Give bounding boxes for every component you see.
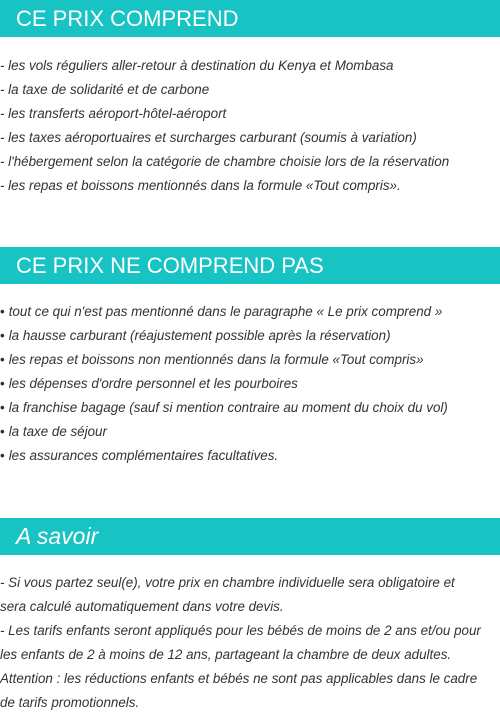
bullet-icon: • <box>0 400 5 415</box>
list-item-text: la taxe de séjour <box>8 424 107 439</box>
list-item: - les transferts aéroport-hôtel-aéroport <box>0 106 227 121</box>
list-item <box>0 300 500 324</box>
section-header-prix-ne-comprend-pas <box>0 247 500 284</box>
list-item <box>0 348 500 372</box>
included-items-list <box>0 54 500 198</box>
bullet-icon: • <box>0 424 5 439</box>
section-header-prix-comprend <box>0 0 500 37</box>
list-item <box>0 324 500 348</box>
list-item: - les vols réguliers aller-retour à destination du Kenya et Mombasa <box>0 58 394 73</box>
text-line: sera calculé automatiquement dans votre devis. <box>0 599 284 614</box>
list-item-text: les dépenses d'ordre personnel et les pourboires <box>8 376 298 391</box>
text-line: de tarifs promotionnels. <box>0 695 140 710</box>
list-item: - la taxe de solidarité et de carbone <box>0 82 210 97</box>
list-item <box>0 372 500 396</box>
section-header-a-savoir <box>0 518 500 555</box>
list-item: - les taxes aéroportuaires et surcharges carburant (soumis à variation) <box>0 130 417 145</box>
list-item <box>0 444 500 468</box>
list-item-text: les assurances complémentaires facultatives. <box>8 448 279 463</box>
list-item <box>0 420 500 444</box>
list-item-text: les repas et boissons non mentionnés dans la formule «Tout compris» <box>8 352 424 367</box>
bullet-icon: • <box>0 352 5 367</box>
text-line: les enfants de 2 à moins de 12 ans, partageant la chambre de deux adultes. <box>0 647 452 662</box>
text-line: - Les tarifs enfants seront appliqués pour les bébés de moins de 2 ans et/ou pour <box>0 623 481 638</box>
list-item <box>0 396 500 420</box>
bullet-icon: • <box>0 304 5 319</box>
list-item-text: la hausse carburant (réajustement possible après la réservation) <box>8 328 391 343</box>
section-title: CE PRIX NE COMPREND PAS <box>16 253 324 278</box>
list-item-text: la franchise bagage (sauf si mention contraire au moment du choix du vol) <box>8 400 448 415</box>
text-line: Attention : les réductions enfants et bébés ne sont pas applicables dans le cadre <box>0 671 478 686</box>
bullet-icon: • <box>0 328 5 343</box>
list-item-text: tout ce qui n'est pas mentionné dans le paragraphe « Le prix comprend » <box>8 304 443 319</box>
bullet-icon: • <box>0 448 5 463</box>
section-title: CE PRIX COMPREND <box>16 6 239 31</box>
a-savoir-text <box>0 571 500 715</box>
bullet-icon: • <box>0 376 5 391</box>
section-title: A savoir <box>16 523 99 549</box>
text-line: - Si vous partez seul(e), votre prix en chambre individuelle sera obligatoire et <box>0 575 455 590</box>
list-item: - les repas et boissons mentionnés dans la formule «Tout compris». <box>0 178 401 193</box>
excluded-items-list <box>0 300 500 468</box>
list-item: - l'hébergement selon la catégorie de chambre choisie lors de la réservation <box>0 154 450 169</box>
